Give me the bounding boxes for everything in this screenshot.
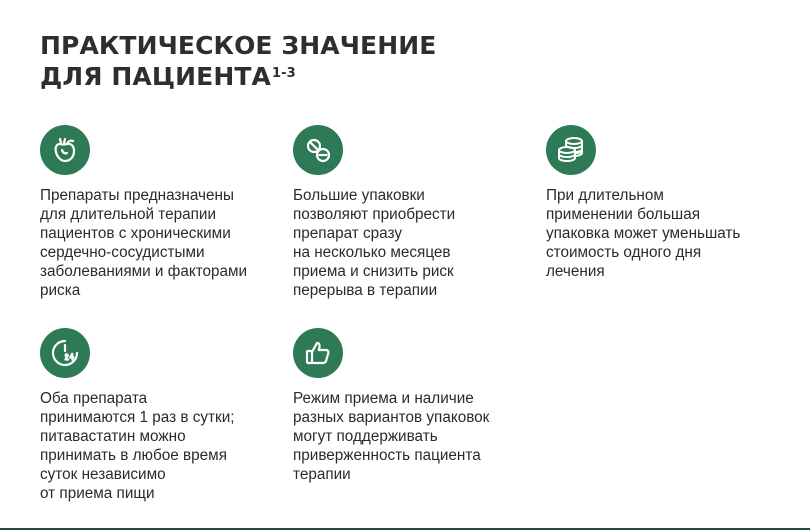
card-text: Режим приема и наличие разных вариантов упаковок могут поддерживать приверженность пациента терапии: [293, 390, 490, 483]
reference-superscript: 1-3: [271, 66, 296, 81]
card-text: Оба препарата принимаются 1 раз в сутки; питавастатин можно принимать в любое время суток независимо от приема пищи: [40, 390, 235, 502]
benefit-card-cost: [546, 125, 786, 281]
pills-icon: [293, 125, 343, 175]
heart-icon: [40, 125, 90, 175]
benefit-card-large-packs: [293, 125, 533, 300]
card-text: Большие упаковки позволяют приобрести препарат сразу на несколько месяцев приема и снизить риск перерыва в терапии: [293, 187, 456, 299]
page-title: [40, 30, 436, 92]
title-line-1: ПРАКТИЧЕСКОЕ ЗНАЧЕНИЕ: [40, 31, 437, 60]
clock-24-icon: [40, 328, 90, 378]
title-line-2-text: ДЛЯ ПАЦИЕНТА: [40, 62, 271, 91]
benefit-card-adherence: [293, 328, 533, 484]
card-text: При длительном применении большая упаковка может уменьшать стоимость одного дня лечения: [546, 187, 741, 280]
coins-icon: [546, 125, 596, 175]
title-line-2: [40, 61, 436, 92]
thumbs-up-icon: [293, 328, 343, 378]
card-text: Препараты предназначены для длительной терапии пациентов с хроническими сердечно-сосудистыми заболеваниями и факторами риска: [40, 187, 248, 299]
benefit-card-long-term-therapy: [40, 125, 280, 300]
benefit-card-once-daily: [40, 328, 280, 503]
